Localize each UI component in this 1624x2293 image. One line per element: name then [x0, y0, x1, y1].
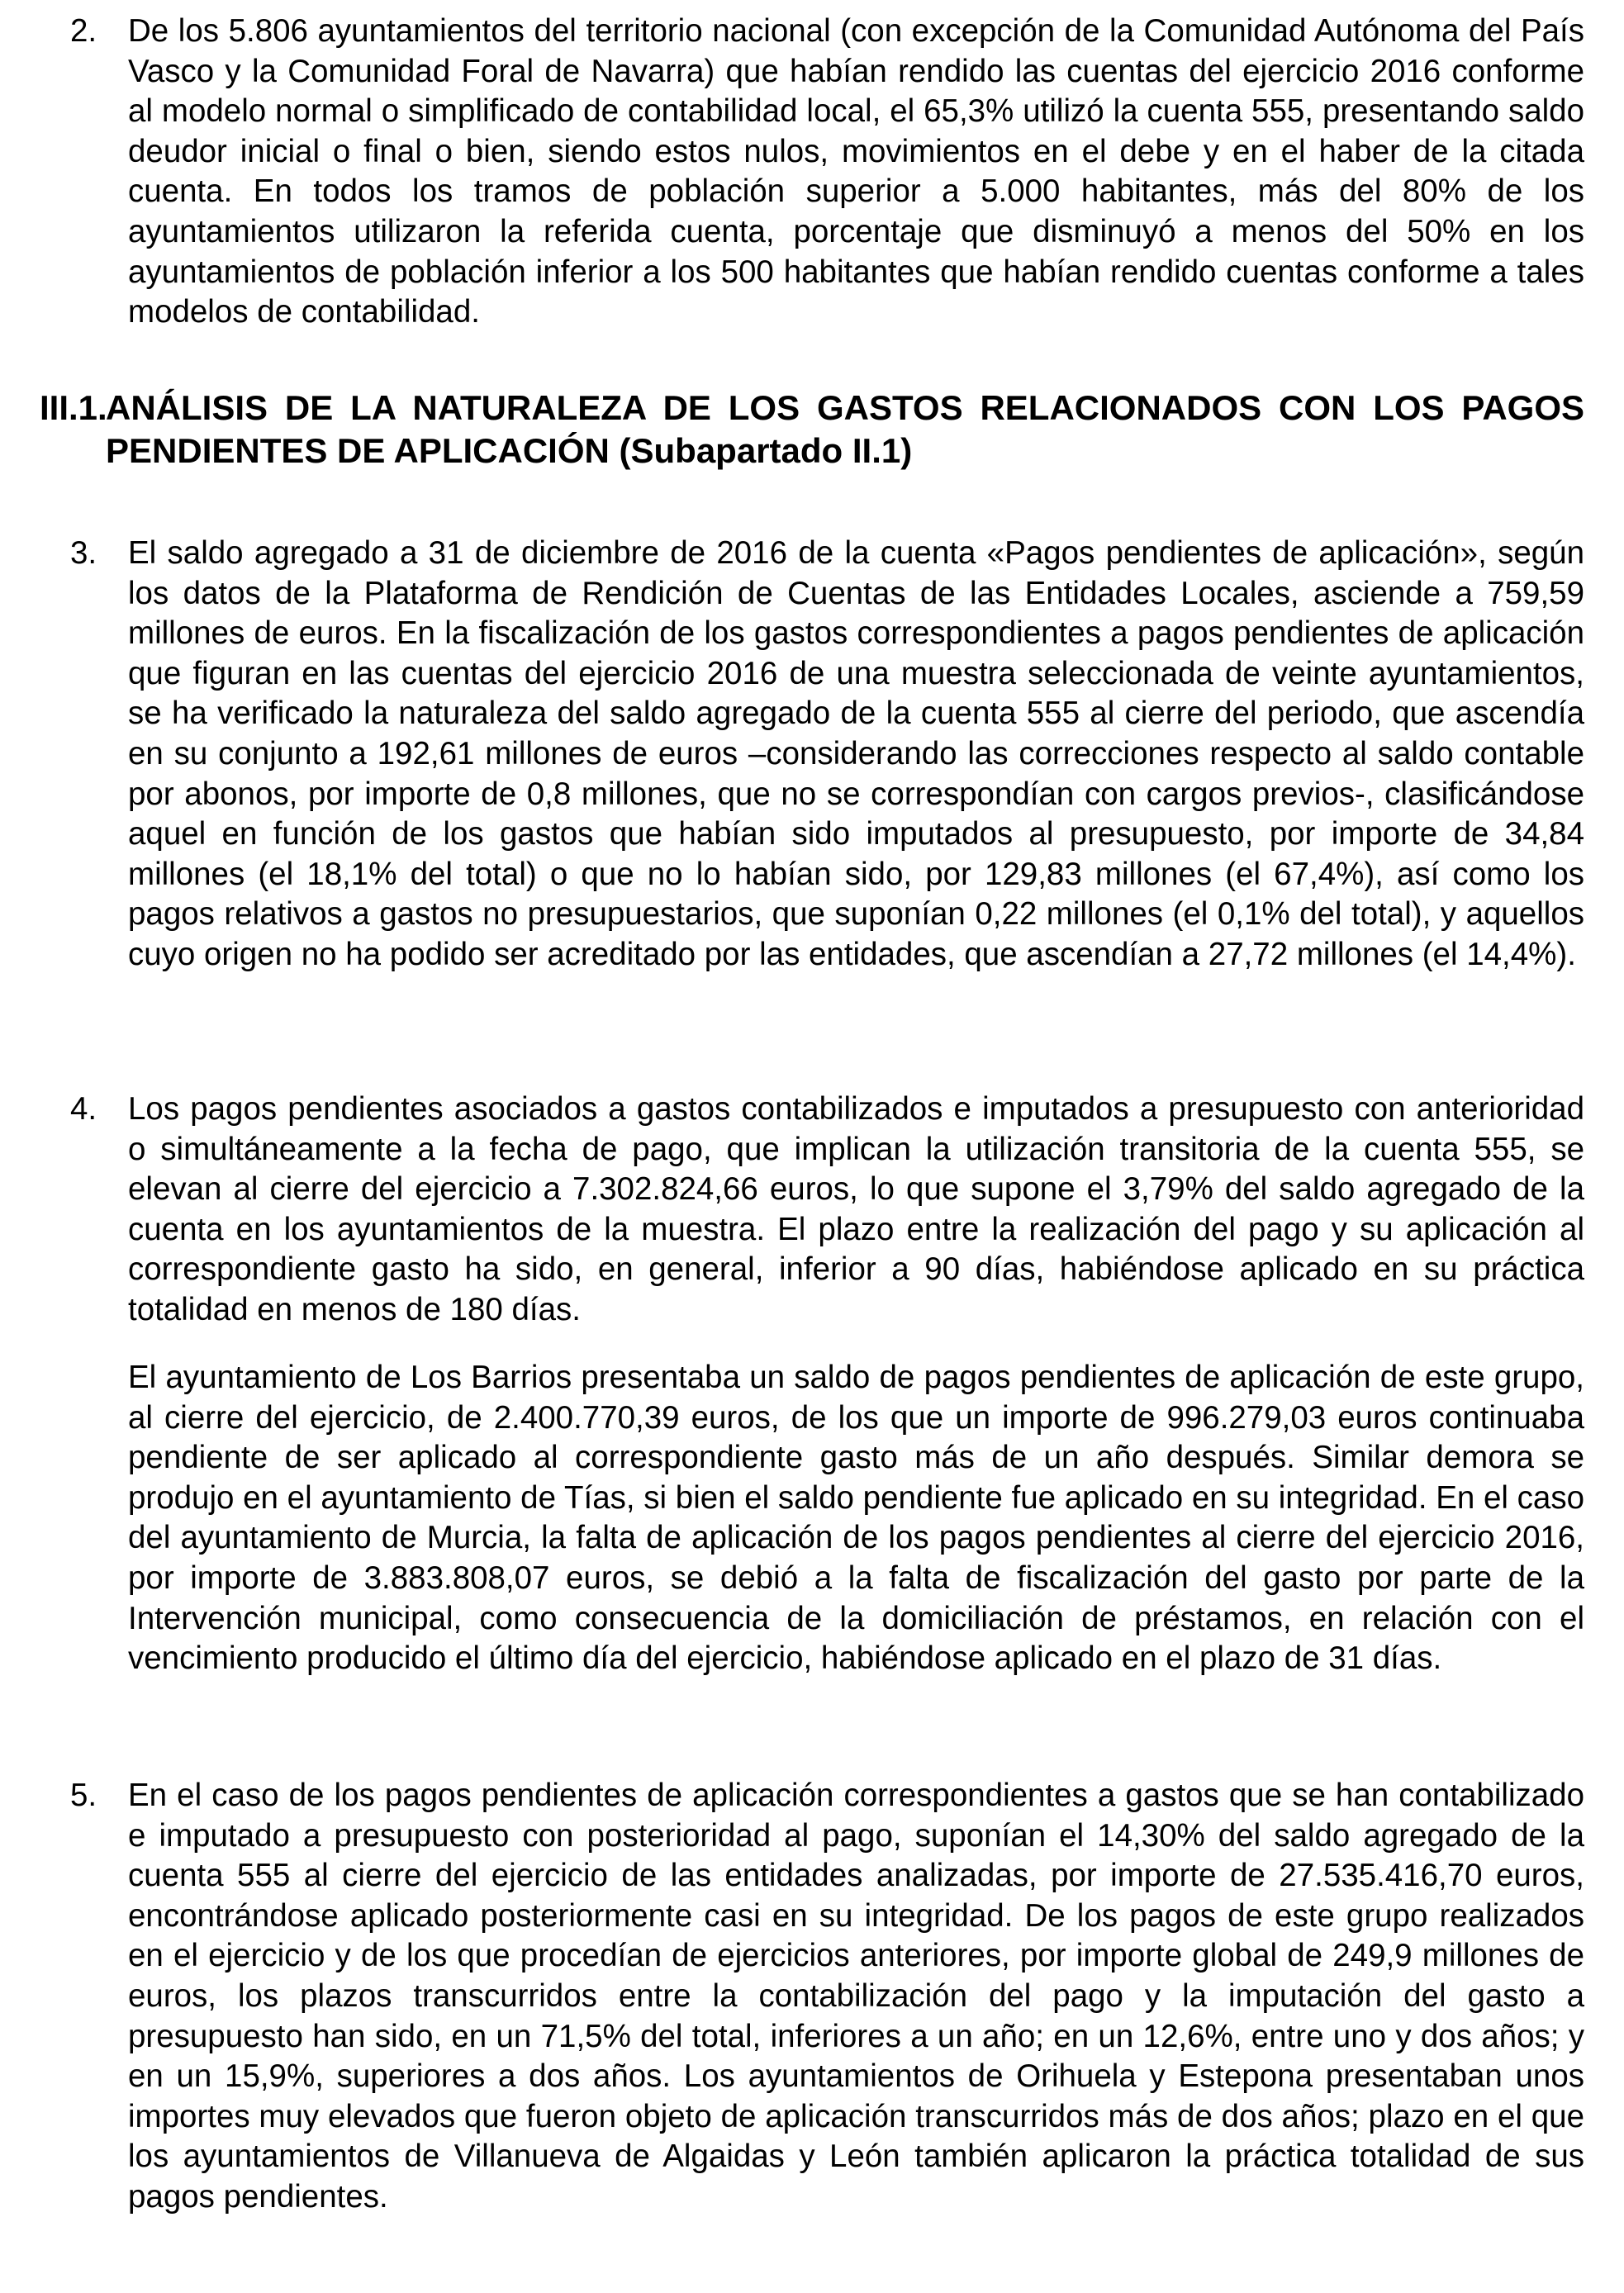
paragraph-text: Los pagos pendientes asociados a gastos contabilizados e imputados a presupuesto con anterioridad o simultáneamente a la fecha de pago, que implican la utilización transitoria de la cuenta 555, se elevan al cierre del ejercicio a 7.302.824,66 euros, lo que supone el 3,79% del saldo agregado de la cuenta en los ayuntamientos de la muestra. El plazo entre la realización del pago y su aplicación al correspondiente gasto ha sido, en general, inferior a 90 días, habiéndose aplicado en su práctica totalidad en menos de 180 días.: [128, 1091, 1584, 1327]
section-heading: [40, 387, 1584, 472]
item-number: 3.: [70, 535, 97, 571]
numbered-paragraph: [128, 1090, 1584, 1331]
item-number: 4.: [70, 1091, 97, 1127]
paragraph-text: En el caso de los pagos pendientes de aplicación correspondientes a gastos que se han contabilizado e imputado a presupuesto con posterioridad al pago, suponían el 14,30% del saldo agregado de la cuenta 555 al cierre del ejercicio de las entidades analizadas, por importe de 27.535.416,70 euros, encontrándose aplicado posteriormente casi en su integridad. De los pagos de este grupo realizados en el ejercicio y de los que procedían de ejercicios anteriores, por importe global de 249,9 millones de euros, los plazos transcurridos entre la contabilización del pago y la imputación del gasto a presupuesto han sido, en un 71,5% del total, inferiores a un año; en un 12,6%, entre uno y dos años; y en un 15,9%, superiores a dos años. Los ayuntamientos de Orihuela y Estepona presentaban unos importes muy elevados que fueron objeto de aplicación transcurridos más de dos años; plazo en el que los ayuntamientos de Villanueva de Algaidas y León también aplicaron la práctica totalidad de sus pagos pendientes.: [128, 1778, 1584, 2215]
paragraph-text: El saldo agregado a 31 de diciembre de 2016 de la cuenta «Pagos pendientes de aplicación», según los datos de la Plataforma de Rendición de Cuentas de las Entidades Locales, asciende a 759,59 millones de euros. En la fiscalización de los gastos correspondientes a pagos pendientes de aplicación que figuran en las cuentas del ejercicio 2016 de una muestra seleccionada de veinte ayuntamientos, se ha verificado la naturaleza del saldo agregado de la cuenta 555 al cierre del periodo, que ascendía en su conjunto a 192,61 millones de euros –considerando las correcciones respecto al saldo contable por abonos, por importe de 0,8 millones, que no se correspondían con cargos previos-, clasificándose aquel en función de los gastos que habían sido imputados al presupuesto, por importe de 34,84 millones (el 18,1% del total) o que no lo habían sido, por 129,83 millones (el 67,4%), así como los pagos relativos a gastos no presupuestarios, que suponían 0,22 millones (el 0,1% del total), y aquellos cuyo origen no ha podido ser acreditado por las entidades, que ascendían a 27,72 millones (el 14,4%).: [128, 535, 1584, 972]
section-title: ANÁLISIS DE LA NATURALEZA DE LOS GASTOS RELACIONADOS CON LOS PAGOS PENDIENTES DE APLICACIÓN (Subapartado II.1): [106, 388, 1584, 470]
numbered-paragraph: [128, 534, 1584, 976]
item-number: 5.: [70, 1778, 97, 1813]
numbered-paragraph: [128, 1776, 1584, 2218]
section-number: III.1.: [40, 388, 107, 427]
numbered-paragraph: [128, 12, 1584, 333]
continuation-paragraph: [128, 1358, 1584, 1679]
paragraph-text: El ayuntamiento de Los Barrios presentaba un saldo de pagos pendientes de aplicación de este grupo, al cierre del ejercicio, de 2.400.770,39 euros, de los que un importe de 996.279,03 euros continuaba pendiente de ser aplicado al correspondiente gasto más de un año después. Similar demora se produjo en el ayuntamiento de Tías, si bien el saldo pendiente fue aplicado en su integridad. En el caso del ayuntamiento de Murcia, la falta de aplicación de los pagos pendientes al cierre del ejercicio 2016, por importe de 3.883.808,07 euros, se debió a la falta de fiscalización del gasto por parte de la Intervención municipal, como consecuencia de la domiciliación de préstamos, en relación con el vencimiento producido el último día del ejercicio, habiéndose aplicado en el plazo de 31 días.: [128, 1360, 1584, 1677]
item-number: 2.: [70, 13, 97, 49]
paragraph-text: De los 5.806 ayuntamientos del territorio nacional (con excepción de la Comunidad Autónoma del País Vasco y la Comunidad Foral de Navarra) que habían rendido las cuentas del ejercicio 2016 conforme al modelo normal o simplificado de contabilidad local, el 65,3% utilizó la cuenta 555, presentando saldo deudor inicial o final o bien, siendo estos nulos, movimientos en el debe y en el haber de la citada cuenta. En todos los tramos de población superior a 5.000 habitantes, más del 80% de los ayuntamientos utilizaron la referida cuenta, porcentaje que disminuyó a menos del 50% en los ayuntamientos de población inferior a los 500 habitantes que habían rendido cuentas conforme a tales modelos de contabilidad.: [128, 13, 1584, 330]
